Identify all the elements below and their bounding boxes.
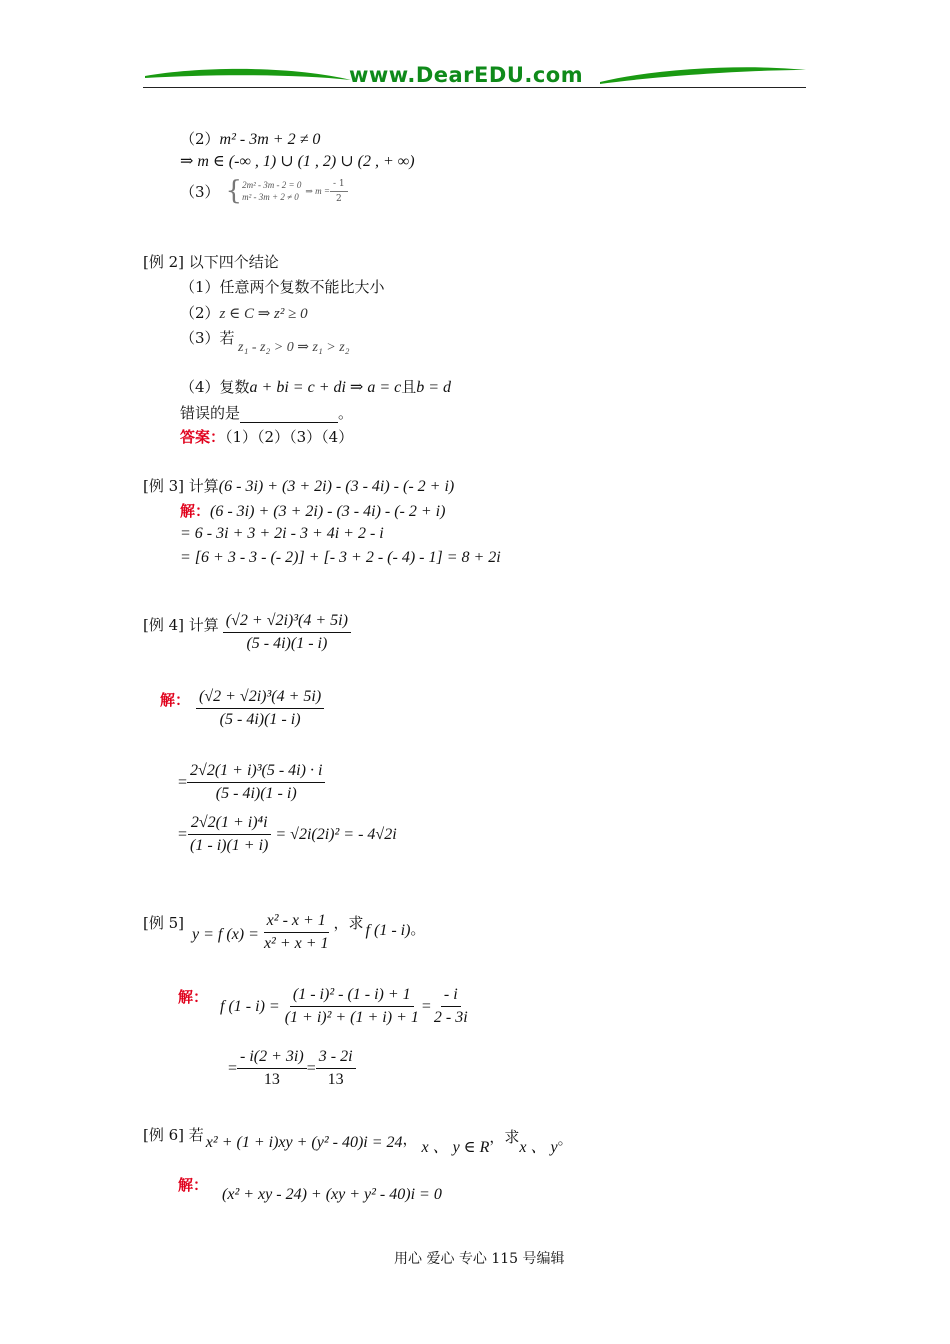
ex3-solution-line1: 解：(6 - 3i) + (3 + 2i) - (3 - 4i) - (- 2 + i)	[180, 502, 446, 520]
ex4-step1: = $\frac{\text{2√2(1 + i)³(5 - 4i) · i}}{(5 - 4i)(1 - i)}$	[178, 762, 325, 803]
top-item3: （3） { 2m² - 3m - 2 = 0 m² - 3m + 2 ≠ 0 ⇒ m = $\frac{- 1}{2}$	[180, 178, 348, 204]
ex4-step2-fraction: $\frac{\text{2√2(1 + i)⁴i}}{(1 - i)(1 + i)}$	[187, 814, 271, 855]
ex5-simplified-fraction: $\frac{- i}{2 - 3i}$	[433, 986, 468, 1026]
ex3-title: [例 3] 计算(6 - 3i) + (3 + 2i) - (3 - 4i) - (- 2 + i)	[143, 477, 455, 495]
ex2-statement-1: （1）任意两个复数不能比大小	[180, 278, 385, 296]
ex6-solution: 解： (x² + xy - 24) + (xy + y² - 40)i = 0	[178, 1176, 442, 1203]
ex2-title: [例 2] 以下四个结论	[143, 253, 279, 271]
ex5-step: = $\frac{- i(2 + 3i)}{13}$ = $\frac{3 - 2i}{13}$	[228, 1048, 356, 1089]
answer-label: 答案：	[180, 428, 226, 446]
ex2-statement-3-label: （3）若	[180, 329, 235, 347]
top-item2: （2）m² - 3m + 2 ≠ 0	[180, 130, 321, 148]
page-footer: 用心 爱心 专心 115 号编辑	[394, 1251, 565, 1267]
ex2-answer	[180, 426, 353, 447]
ex2-statement-2: （2）z ∈ C ⇒ z² ≥ 0	[180, 304, 308, 322]
header-banner	[143, 60, 806, 90]
ex3-solution-line3: = [6 + 3 - 3 - (- 2)] + [- 3 + 2 - (- 4) - 1] = 8 + 2i	[180, 549, 501, 566]
ex2-statement-3-expr: z₁ - z₂ > 0 ⇒ z₁ > z₂	[238, 340, 350, 355]
ex2-question: 错误的是 。	[180, 404, 354, 422]
system-line2: m² - 3m + 2 ≠ 0	[242, 192, 299, 202]
system-result-fraction: $\frac{- 1}{2}$	[330, 179, 348, 204]
answer-value: （1）（2）（3）（4）	[225, 428, 354, 446]
ex4-fraction: $\frac{\text{(√2 + √2i)³(4 + 5i)}}{(5 - 4i)(1 - i)}$	[223, 612, 351, 653]
ex4-step1-fraction: $\frac{\text{2√2(1 + i)³(5 - 4i) · i}}{(5 - 4i)(1 - i)}$	[187, 762, 325, 803]
top-item2-result: ⇒ m ∈ (-∞ , 1) ∪ (1 , 2) ∪ (2 , + ∞)	[180, 153, 415, 170]
ex5-final-fraction: $\frac{3 - 2i}{13}$	[316, 1048, 356, 1089]
ex2-statement-4: （4）复数a + bi = c + di ⇒ a = c且b = d	[180, 378, 452, 396]
ex5-step-fraction: $\frac{- i(2 + 3i)}{13}$	[237, 1048, 307, 1089]
brand-logo-text: www.DearEDU.com	[349, 63, 584, 87]
ex4-title: [例 4] 计算 $\frac{\text{(√2 + √2i)³(4 + 5i)}}{(5 - 4i)(1 - i)}$	[143, 612, 351, 653]
item2-expression: m² - 3m + 2 ≠ 0	[219, 131, 321, 148]
answer-blank	[240, 408, 338, 423]
ex5-function-fraction: $\frac{\text{x² - x + 1}}{\text{x² + x + 1}}$	[263, 912, 329, 952]
ex4-solution-fraction: $\frac{\text{(√2 + √2i)³(4 + 5i)}}{(5 - 4i)(1 - i)}$	[196, 688, 324, 729]
system-line1: 2m² - 3m - 2 = 0	[242, 180, 302, 190]
ex4-solution: 解： $\frac{\text{(√2 + √2i)³(4 + 5i)}}{(5 - 4i)(1 - i)}$	[160, 688, 324, 729]
ex4-final-result: = √2i(2i)² = - 4√2i	[275, 825, 397, 843]
right-swoosh-icon	[598, 60, 808, 90]
ex6-title: [例 6] 若 x² + (1 + i)xy + (y² - 40)i = 24 ， x 、 y ∈ R ，求 x 、 y 。	[143, 1126, 573, 1156]
ex3-solution-line2: = 6 - 3i + 3 + 2i - 3 + 4i + 2 - i	[180, 525, 384, 542]
header-rule	[143, 87, 806, 88]
ex5-solution-fraction: $\frac{\text{(1 - i)² - (1 - i) + 1}}{\text{(1 + i)² + (1 + i) + 1}}$	[284, 986, 419, 1026]
brace-system: { 2m² - 3m - 2 = 0 m² - 3m + 2 ≠ 0 ⇒ m = $\frac{- 1}{2}$	[226, 178, 348, 204]
ex5-solution: 解： f (1 - i) = $\frac{\text{(1 - i)² - (1 - i) + 1}}{\text{(1 + i)² + (1 + i) + 1}}$ = $\frac{- i}{2 - 3i}$	[178, 986, 471, 1027]
left-swoosh-icon	[143, 60, 353, 90]
ex5-title: [例 5] y = f (x) = $\frac{\text{x² - x + 1}}{\text{x² + x + 1}}$ ，求 f (1 - i) 。	[143, 912, 426, 952]
ex4-step2: = $\frac{\text{2√2(1 + i)⁴i}}{(1 - i)(1 + i)}$ = √2i(2i)² = - 4√2i	[178, 814, 397, 854]
